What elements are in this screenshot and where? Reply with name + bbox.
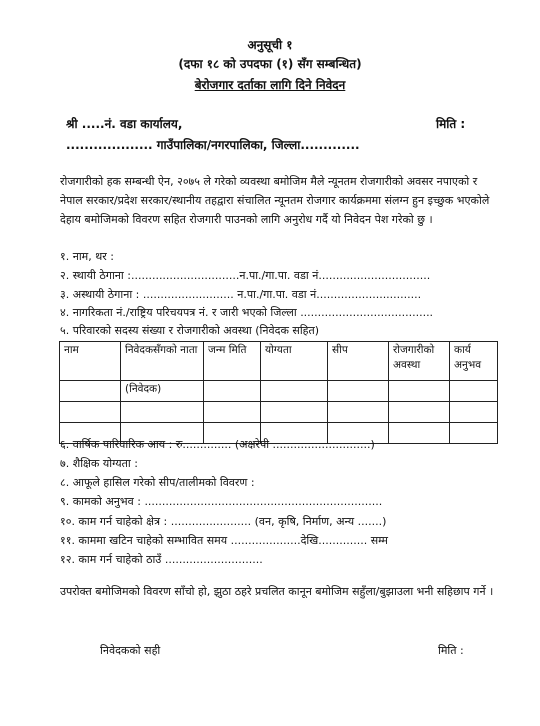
family-table (59, 341, 498, 444)
table-cell (60, 381, 121, 402)
table-cell (450, 423, 498, 444)
date-label-bottom: मिति : (438, 644, 464, 657)
table-cell (204, 402, 261, 423)
form-title (0, 76, 540, 93)
declaration-paragraph: उपरोक्त बमोजिमको विवरण साँचो हो, झुठा ठहरे प्रचलित कानून बमोजिम सहुँला/बुझाउला भनी सहिछाप गर्ने । (60, 585, 494, 598)
field-education: ७. शैक्षिक योग्यता : (60, 457, 138, 470)
table-cell (450, 402, 498, 423)
table-header-cell: नाम (60, 342, 121, 381)
table-header-cell: जन्म मिति (204, 342, 261, 381)
field-citizenship: ४. नागरिकता नं./राष्ट्रिय परिचयपत्र नं. र जारी भएको जिल्ला ...................................... (60, 306, 434, 319)
annex-heading: अनुसूची १ (247, 38, 293, 52)
table-cell (261, 402, 328, 423)
table-header-row (60, 342, 498, 381)
addressee-line: श्री .....नं. वडा कार्यालय, (66, 117, 183, 131)
table-header-cell: रोजगारीको अवस्था (389, 342, 450, 381)
field-name: १. नाम, थर : (60, 250, 114, 263)
table-cell (121, 402, 204, 423)
field-work-place: १२. काम गर्न चाहेको ठाउँ ............................ (60, 553, 263, 566)
table-cell (389, 381, 450, 402)
table-header-cell: योग्यता (261, 342, 328, 381)
field-annual-income: ६. वार्षिक पारिवारिक आय : रु.............. (अक्षरेपी ............................) (60, 438, 375, 451)
field-work-period: ११. काममा खटिन चाहेको सम्भावित समय ....................देखि.............. सम्म (60, 534, 389, 547)
signature-label: निवेदकको सही (100, 644, 161, 657)
field-work-sector: १०. काम गर्न चाहेको क्षेत्र : ....................... (वन, कृषि, निर्माण, अन्य .......) (60, 515, 387, 528)
table-cell (450, 381, 498, 402)
table-row (60, 381, 498, 402)
field-work-experience: ९. कामको अनुभव : .................................................................... (60, 495, 383, 508)
table-cell (328, 402, 389, 423)
field-permanent-address: २. स्थायी ठेगाना :...............................न.पा./गा.पा. वडा नं................................ (60, 269, 431, 282)
table-cell (261, 381, 328, 402)
municipality-line: ................... गाउँपालिका/नगरपालिका, जिल्ला............. (66, 138, 360, 152)
table-cell (389, 423, 450, 444)
field-skills: ८. आफूले हासिल गरेको सीप/तालीमको विवरण : (60, 476, 255, 489)
form-title-text: बेरोजगार दर्ताका लागि दिने निवेदन (194, 78, 346, 92)
date-label-top: मिति : (436, 117, 466, 131)
table-header-cell: निवेदकसँगको नाता (121, 342, 204, 381)
reference-line: (दफा १८ को उपदफा (१) सँग सम्बन्धित) (178, 57, 362, 71)
field-temporary-address: ३. अस्थायी ठेगाना : .......................... न.पा./गा.पा. वडा नं.............................. (60, 288, 422, 301)
table-cell (60, 402, 121, 423)
table-header-cell: कार्य अनुभव (450, 342, 498, 381)
table-row (60, 402, 498, 423)
table-cell (389, 402, 450, 423)
table-cell (328, 381, 389, 402)
intro-paragraph: रोजगारीको हक सम्बन्धी ऐन, २०७५ ले गरेको व्यवस्था बमोजिम मैले न्यूनतम रोजगारीको अवसर नपाएको र नेपाल सरकार/प्रदेश सरकार/स्थानीय तहद्वारा संचालित न्यूनतम रोजगार कार्यक्रममा संलग्न हुन इच्छुक भएकोले देहाय बमोजिमको विवरण सहित रोजगारी पाउनको लागि अनुरोध गर्दै यो निवेदन पेश गरेको छु । (60, 175, 490, 226)
field-family-members: ५. परिवारको सदस्य संख्या र रोजगारीको अवस्था (निवेदक सहित) (60, 324, 320, 337)
table-cell-relation: (निवेदक) (121, 381, 204, 402)
table-header-cell: सीप (328, 342, 389, 381)
table-cell (204, 381, 261, 402)
